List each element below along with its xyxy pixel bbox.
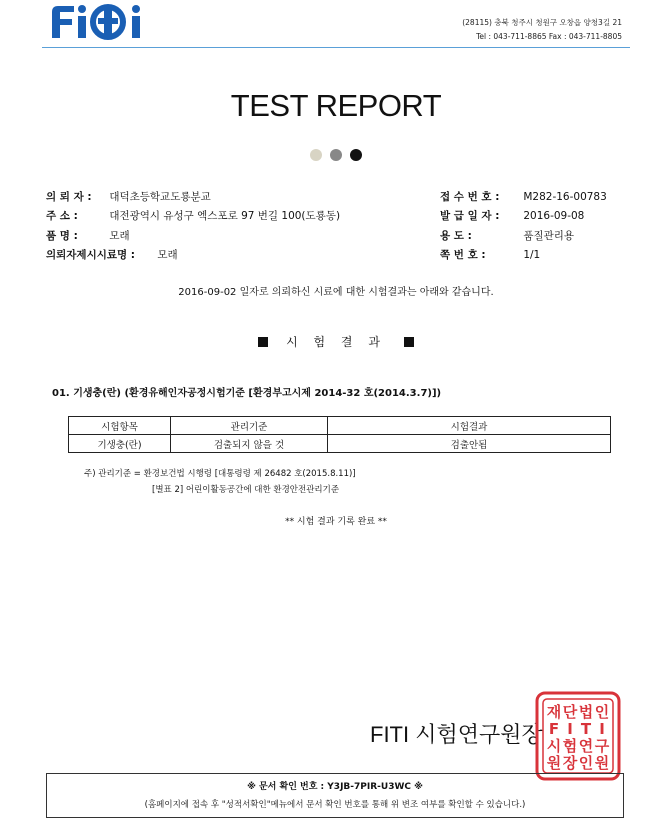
square-bullet-icon bbox=[404, 337, 414, 347]
seal-character: 장 bbox=[562, 754, 578, 772]
contact-line: Tel : 043-711-8865 Fax : 043-711-8805 bbox=[476, 32, 622, 41]
dot-gray bbox=[330, 149, 342, 161]
info-label: 품 명 : bbox=[46, 230, 78, 242]
header-divider bbox=[42, 47, 630, 48]
section-title bbox=[0, 333, 672, 350]
info-product bbox=[46, 228, 130, 244]
seal-character: 험 bbox=[562, 737, 578, 755]
title-dots bbox=[0, 149, 672, 161]
info-value: M282-16-00783 bbox=[523, 191, 607, 203]
info-label: 접 수 번 호 : bbox=[440, 191, 500, 203]
seal-character: 단 bbox=[562, 703, 578, 721]
info-receipt-no bbox=[440, 189, 607, 205]
seal-character: 시 bbox=[546, 737, 562, 755]
table-cell: 기생충(란) bbox=[69, 435, 171, 453]
info-address bbox=[46, 208, 340, 224]
note-line-1: 주) 관리기준 = 환경보건법 시행령 [대통령령 제 26482 호(2015.8.11)] bbox=[84, 469, 356, 479]
table-header: 시험항목 bbox=[69, 417, 171, 435]
seal-character: T bbox=[580, 720, 592, 738]
info-purpose bbox=[440, 228, 574, 244]
fiti-logo bbox=[48, 2, 152, 42]
document-verification-code: ※ 문서 확인 번호 : Y3JB-7PIR-U3WC ※ bbox=[247, 782, 423, 792]
seal-character: 인 bbox=[594, 703, 610, 721]
seal-character: 구 bbox=[594, 737, 610, 755]
seal-character: F bbox=[548, 720, 560, 738]
seal-character: I bbox=[599, 720, 605, 738]
report-title: TEST REPORT bbox=[230, 88, 442, 123]
info-label: 의뢰자제시시료명 : bbox=[46, 249, 135, 261]
seal-character: 연 bbox=[578, 737, 594, 755]
info-label: 용 도 : bbox=[440, 230, 472, 242]
info-label: 쪽 번 호 : bbox=[440, 249, 486, 261]
info-value: 2016-09-08 bbox=[523, 210, 585, 222]
table-cell: 검출되지 않을 것 bbox=[171, 435, 328, 453]
info-label: 주 소 : bbox=[46, 210, 78, 222]
seal-character: 인 bbox=[578, 754, 594, 772]
info-value: 대덕초등학교도룡분교 bbox=[109, 191, 211, 203]
official-seal bbox=[534, 690, 622, 782]
table-header-row bbox=[69, 417, 611, 435]
result-table bbox=[68, 416, 611, 453]
info-label: 발 급 일 자 : bbox=[440, 210, 500, 222]
signer-name: FITI 시험연구원장 bbox=[370, 722, 543, 747]
seal-character: I bbox=[567, 720, 573, 738]
section-title-text: 시 험 결 과 bbox=[286, 335, 386, 349]
table-cell: 검출안됨 bbox=[328, 435, 611, 453]
info-client bbox=[46, 189, 211, 205]
info-value: 품질관리용 bbox=[523, 230, 575, 242]
table-row bbox=[69, 435, 611, 453]
info-value: 모래 bbox=[109, 230, 130, 242]
table-header: 시험결과 bbox=[328, 417, 611, 435]
info-value: 모래 bbox=[157, 249, 178, 261]
end-marker: ** 시험 결과 기록 완료 ** bbox=[285, 517, 387, 527]
info-value: 1/1 bbox=[523, 249, 541, 261]
dot-light bbox=[310, 149, 322, 161]
note-line-2: [별표 2] 어린이활동공간에 대한 환경안전관리기준 bbox=[152, 485, 340, 495]
verification-instructions: (홈페이지에 접속 후 "성적서확인"메뉴에서 문서 확인 번호를 통해 위 변조 여부를 확인할 수 있습니다.) bbox=[144, 800, 526, 810]
test-item-title: 01. 기생충(란) (환경유해인자공정시험기준 [환경부고시제 2014-32 호(2014.3.7)]) bbox=[52, 388, 442, 399]
address-line: (28115) 충북 청주시 청원구 오창읍 양청3길 21 bbox=[462, 18, 622, 27]
seal-character: 법 bbox=[578, 703, 594, 721]
info-issue-date bbox=[440, 208, 584, 224]
company-address bbox=[462, 16, 622, 44]
seal-character: 재 bbox=[546, 703, 562, 721]
info-label: 의 뢰 자 : bbox=[46, 191, 92, 203]
seal-character: 원 bbox=[594, 754, 610, 772]
square-bullet-icon bbox=[258, 337, 268, 347]
info-page-no bbox=[440, 247, 540, 263]
info-sample-name bbox=[46, 247, 178, 263]
seal-character: 원 bbox=[546, 754, 562, 772]
dot-dark bbox=[350, 149, 362, 161]
info-value: 대전광역시 유성구 엑스포로 97 번길 100(도룡동) bbox=[109, 210, 341, 222]
intro-text: 2016-09-02 일자로 의뢰하신 시료에 대한 시험결과는 아래와 같습니다. bbox=[178, 287, 494, 298]
table-header: 관리기준 bbox=[171, 417, 328, 435]
